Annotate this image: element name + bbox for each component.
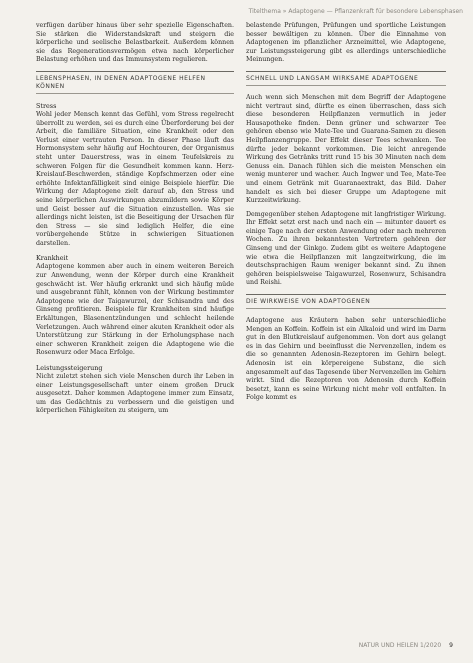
- paragraph: belastende Prüfungen, Prüfungen und sportliche Leistungen besser bewältigen zu können. Über die Einnahme von Adaptogenen im pflanzlicher Arzneimittel, wie Adaptogene, zur Leistungssteigerung gibt es allerdings unterschiedliche Meinungen.: [246, 22, 446, 64]
- paragraph: Adaptogene kommen aber auch in einem weiteren Bereich zur Anwendung, wenn der Körper durch eine Krankheit geschwächt ist. Wer häufig erkrankt und sich häufig müde und ausgebrannt fühlt, können von der Wirkung bestimmter Adaptogene wie der Taigawurzel, der Schisandra und des Ginseng profitieren. Beispiele für Krankheiten sind häufige Erkältungen, Blasenentzündungen und schlecht heilende Verletzungen. Auch während einer akuten Krankheit oder als Unterstützung zur Stärkung in der Erholungsphase nach einer schweren Krankheit zeigen die Adaptogene wie die Rosenwurz oder Maca Erfolge.: [36, 263, 234, 357]
- left-column: [36, 22, 234, 633]
- page-number: 9: [449, 642, 453, 649]
- section-heading-wirkweise: DIE WIRKWEISE VON ADAPTOGENEN: [246, 294, 446, 309]
- subheading-stress: Stress: [36, 101, 57, 110]
- subheading-leistung: Leistungssteigerung: [36, 364, 103, 372]
- paragraph: Wohl jeder Mensch kennt das Gefühl, vom Stress regelrecht überrollt zu werden, sei es durch eine Überforderung bei der Arbeit, die familiäre Situation, eine Krankheit oder den Verlust einer vertrauten Person. In dieser Phase läuft das Hormonsystem sehr häufig auf Hochtouren, der Organismus steht unter Dauerstress, was in einem Teufelskreis zu schweren Folgen für die Gesundheit kommen kann. Herz-Kreislauf-Beschwerden, ständige Kopfschmerzen oder eine erhöhte Infektanfälligkeit sind einige Beispiele hierfür. Die Wirkung der Adaptogene zielt darauf ab, den Stress und seine körperlichen Auswirkungen abzumildern sowie Körper und Geist besser auf die Situation einzustellen. Was sie allerdings nicht leisten, ist die Beseitigung der Ursachen für den Stress — sie sind lediglich Helfer, die eine vorübergehende Stütze in schwierigen Situationen darstellen.: [36, 110, 234, 247]
- running-header: Titelthema » Adaptogene — Pflanzenkraft für besondere Lebensphasen: [248, 8, 463, 15]
- magazine-issue: NATUR UND HEILEN 1/2020: [358, 642, 442, 649]
- paragraph: Adaptogene aus Kräutern haben sehr unterschiedliche Mengen an Koffein. Koffein ist ein Alkaloid und wird im Darm gut in den Blutkreislauf aufgenommen. Von dort aus gelangt es in das Gehirn und beeinflusst die Nervenzellen, indem es die so genannten Adenosin-Rezeptoren im Gehirn belegt. Adenosin ist ein körpereigene Substanz, die sich angesammelt auf das Tagesende über Nervenzellen im Gehirn wirkt. Sind die Rezeptoren von Adenosin durch Koffein besetzt, kann es seine Wirkung nicht mehr voll entfalten. In Folge kommt es: [246, 317, 446, 402]
- paragraph: Demgegenüber stehen Adaptogene mit langfristiger Wirkung. Ihr Effekt setzt erst nach und nach ein — mitunter dauert es einige Tage nach der ersten Anwendung oder nach mehreren Wochen. Zu ihren bekanntesten Vertretern gehören der Ginseng und der Ginkgo. Zudem gibt es weitere Adaptogene wie etwa die Heilpflanzen mit langzeitwirkung, die im deutschsprachigen Raum weniger bekannt sind. Zu ihnen gehören beispielsweise Taigawurzel, Rosenwurz, Schisandra und Reishi.: [246, 210, 446, 287]
- section-heading-schnell-langsam: SCHNELL UND LANGSAM WIRKSAME ADAPTOGENE: [246, 71, 446, 86]
- paragraph: verfügen darüber hinaus über sehr spezielle Eigenschaften. Sie stärken die Widerstandskraft und steigern die körperliche und seelische Belastbarkeit. Außerdem können sie das Regenerationsvermögen etwa nach körperlicher Belastung erhöhen und das Immunsystem regulieren.: [36, 22, 234, 64]
- paragraph: Auch wenn sich Menschen mit dem Begriff der Adaptogene nicht vertraut sind, dürfte es einen überraschen, dass sich diese besonderen Heilpflanzen vermutlich in jeder Hausapotheke finden. Denn grüner und schwarzer Tee gehören ebenso wie Mate-Tee und Guarana-Samen zu diesen Heilpflanzengruppe. Der Effekt dieser Tees schwanken. Tee dürfte jeder bekannt vorkommen. Die leicht anregende Wirkung des Getränks tritt rund 15 bis 30 Minuten nach dem Genuss ein. Danach fühlen sich die meisten Menschen ein wenig munterer und wacher. Auch Ingwer und Tee, Mate-Tee und einem Getränk mit Guaranaextrakt, das Bild. Daher handelt es sich bei dieser Gruppe um Adaptogene mit Kurzzeitwirkung.: [246, 93, 446, 205]
- section-heading-lebensphasen: LEBENSPHASEN, IN DENEN ADAPTOGENE HELFEN KÖNNEN: [36, 71, 234, 94]
- right-column: [246, 22, 446, 633]
- paragraph: Nicht zuletzt stehen sich viele Menschen durch ihr Leben in einer Leistungsgesellschaft unter einem großen Druck ausgesetzt. Daher kommen Adaptogene immer zum Einsatz, um das Gedächtnis zu verbessern und die geistigen und körperlichen Fähigkeiten zu steigern, um: [36, 373, 234, 415]
- subheading-krankheit: Krankheit: [36, 254, 69, 263]
- page-footer: [359, 642, 453, 649]
